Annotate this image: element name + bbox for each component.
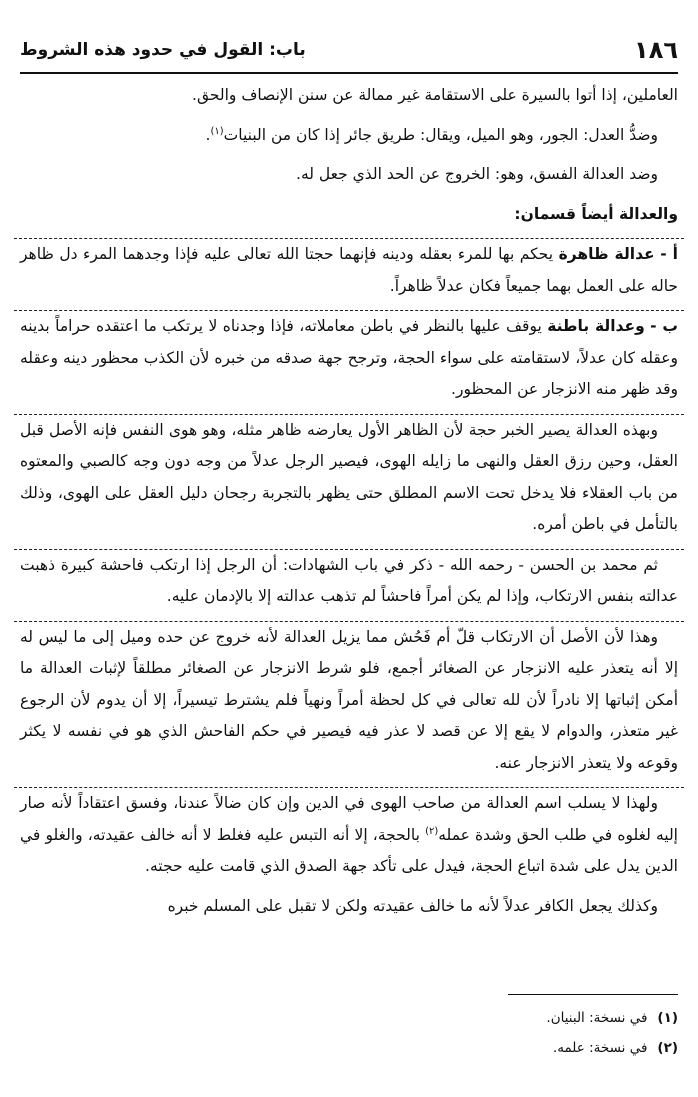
paragraph-text: بالحجة، إلا أنه التبس عليه فغلط لا أنه خالف عقيدته، والغلو في الدين يدل على شدة اتباع الحجة، فيدل على تأكد جهة الصدق الذي قامت عليه حجته. xyxy=(20,825,678,875)
paragraph-text: وكذلك يجعل الكافر عدلاً لأنه ما خالف عقيدته ولكن لا تقبل على المسلم خبره xyxy=(167,896,658,915)
paragraph-text: وضد العدالة الفسق، وهو: الخروج عن الحد الذي جعل له. xyxy=(296,165,658,183)
paragraph-text: وهذا لأن الأصل أن الارتكاب قلّ أم فَحُش مما يزيل العدالة لأنه خروج عن حده وميل إلى ما ليس له إلا أنه يتعذر عليه الانزجار عن الصغائر أجمع، فلو شرط الانزجار عن الصغائر مطلقاً لإثبات العدالة ما أمكن إثباتها إلا نادراً لأن لله تعالى في كل لحظة أمراً ونهياً فلم يشترط تيسيراً، إلا أن يدوم لأن الرجوع غير متعذر، والدوام لا يقع إلا عن قصد لا عذر فيه فيصير في حكم الفاحش الذي هو في نفسه لا يكثر وقوعه ولا يتعذر الانزجار عنه. xyxy=(20,627,678,772)
book-page xyxy=(20,28,678,1088)
list-item-b xyxy=(14,310,684,406)
period: . xyxy=(205,125,211,144)
term-apparent-justice: عدالة ظاهرة xyxy=(558,245,655,263)
paragraph-text: يوقف عليها بالنظر في باطن معاملاته، فإذا وجدناه لا يرتكب ما اعتقده حراماً بدينه وعقله كان عدلاً، لاستقامته على سواء الحجة، وترجح جهة صدقه من خبره لأن الكذب محظور دينه وعقله وقد ظهر منه الانزجار عن المحظور. xyxy=(20,317,678,398)
paragraph xyxy=(14,621,684,780)
paragraph-text: العاملين، إذا أتوا بالسيرة على الاستقامة غير ممالة عن سنن الإنصاف والحق. xyxy=(192,86,678,104)
footnote-number: (٢) xyxy=(657,1040,678,1056)
list-marker-b: ب - xyxy=(650,317,679,335)
list-item-a xyxy=(14,238,684,302)
running-title: باب: القول في حدود هذه الشروط xyxy=(20,39,306,60)
footnote-text: في نسخة: علمه. xyxy=(552,1040,648,1056)
paragraph xyxy=(20,159,678,191)
footnote xyxy=(20,1003,678,1033)
main-text xyxy=(20,80,678,922)
term-hidden-justice: وعدالة باطنة xyxy=(547,317,645,335)
footnote-number: (١) xyxy=(657,1010,678,1026)
footnote-rule xyxy=(508,994,678,995)
paragraph-text: وضدُّ العدل: الجور، وهو الميل، ويقال: طريق جائر إذا كان من البنيات xyxy=(223,125,658,144)
paragraph xyxy=(20,120,678,152)
footnote-ref-2: (٢) xyxy=(425,825,439,837)
footnote-ref-1: (١) xyxy=(210,125,224,137)
paragraph-text: ثم محمد بن الحسن - رحمه الله - ذكر في باب الشهادات: أن الرجل إذا ارتكب فاحشة كبيرة ذهبت عدالته بنفس الارتكاب، وإذا لم يكن أمراً فاحشاً لم تذهب عدالته إلا بالإدمان عليه. xyxy=(20,555,678,605)
paragraph-text: يحكم بها للمرء بعقله ودينه فإنهما حجتا الله تعالى عليه فإذا وجدهما المرء دل ظاهر حاله على العمل بهما جميعاً فكان عدلاً ظاهراً. xyxy=(20,245,678,295)
paragraph xyxy=(20,80,678,112)
paragraph xyxy=(14,414,684,541)
page-number: ١٨٦ xyxy=(634,36,678,64)
footnote-text: في نسخة: البنيان. xyxy=(546,1010,648,1026)
list-marker-a: أ - xyxy=(660,245,678,263)
paragraph xyxy=(20,891,678,923)
section-heading xyxy=(20,199,678,231)
footnotes xyxy=(20,994,678,1063)
footnote xyxy=(20,1033,678,1063)
paragraph-text: وبهذه العدالة يصير الخبر حجة لأن الظاهر الأول يعارضه ظاهر مثله، وهو هوى النفس فإنه الأصل قبل العقل، وحين رزق العقل والنهى ما زايله الهوى، فيصير الرجل عدلاً من وجه دون وجه كالصبي والمعتوه من باب العقلاء فلا يدخل تحت الاسم المطلق حتى يظهر بالتجربة رجحان دليل العقل على الهوى، وذلك بالتأمل في باطن أمره. xyxy=(20,420,678,533)
paragraph xyxy=(14,549,684,613)
paragraph-text: ولهذا لا يسلب اسم العدالة من صاحب الهوى في الدين وإن كان ضالاً عندنا، وفسق اعتقاداً لأنه صار إليه لغلوه في طلب الحق وشدة عمله xyxy=(20,794,678,844)
page-header xyxy=(20,28,678,74)
paragraph xyxy=(14,787,684,883)
heading-text: والعدالة أيضاً قسمان: xyxy=(514,204,678,223)
